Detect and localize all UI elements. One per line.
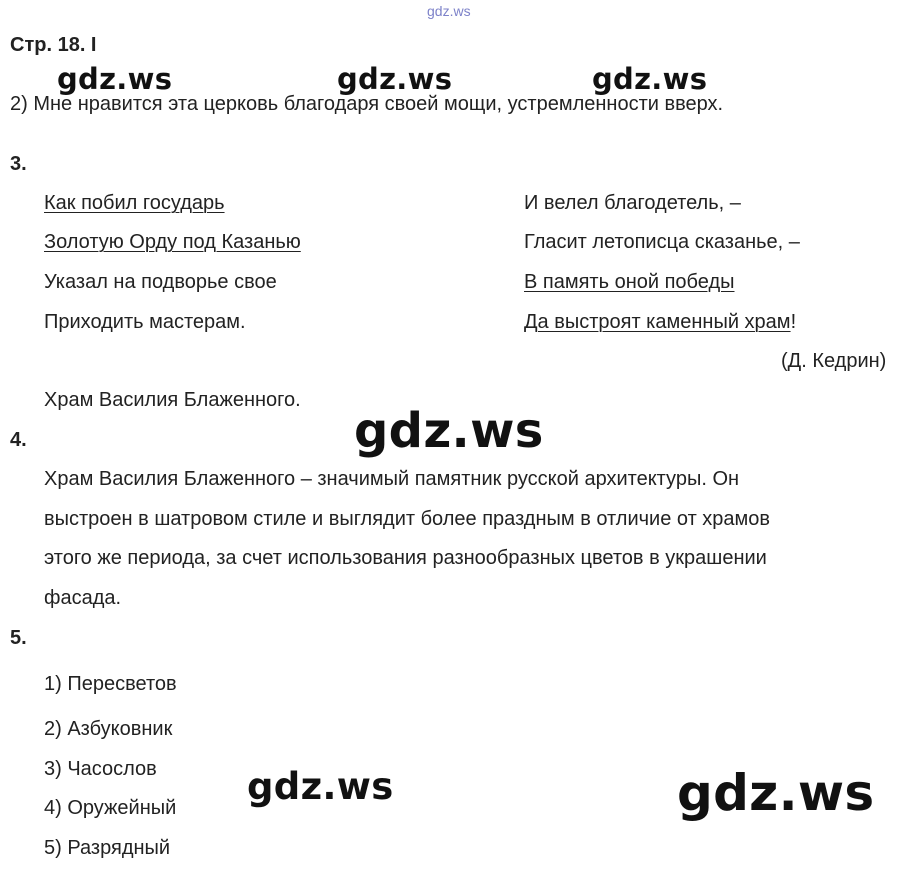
watermark-1: gdz.ws	[57, 62, 173, 96]
watermark-3: gdz.ws	[592, 62, 708, 96]
task5-item-1: 1) Пересветов	[44, 673, 177, 695]
watermark-bottom-left: gdz.ws	[247, 765, 394, 808]
poem-author: (Д. Кедрин)	[781, 350, 887, 372]
poem-right-line-4-punct: !	[790, 311, 797, 333]
watermark-bottom-right: gdz.ws	[677, 764, 875, 822]
task5-item-3: 3) Часослов	[44, 758, 157, 780]
task5-item-2: 2) Азбуковник	[44, 718, 173, 740]
watermark-middle: gdz.ws	[354, 403, 544, 459]
top-watermark: gdz.ws	[427, 3, 471, 19]
task5-number: 5.	[10, 627, 27, 649]
poem-right-line-4	[524, 310, 796, 334]
poem-left-line-4: Приходить мастерам.	[44, 311, 246, 333]
page-header: Стр. 18. І	[10, 34, 97, 56]
poem-left-line-2: Золотую Орду под Казанью	[44, 231, 301, 253]
poem-right-line-1: И велел благодетель, –	[524, 192, 741, 214]
task4-line-1: Храм Василия Блаженного – значимый памятник русской архитектуры. Он	[44, 468, 740, 490]
poem-right-line-2: Гласит летописца сказанье, –	[524, 231, 800, 253]
task4-number: 4.	[10, 429, 27, 451]
poem-right-line-3: В память оной победы	[524, 271, 735, 293]
task3-answer: Храм Василия Блаженного.	[44, 389, 301, 411]
poem-left-line-1: Как побил государь	[44, 192, 225, 214]
task5-item-4: 4) Оружейный	[44, 797, 177, 819]
poem-left-line-3: Указал на подворье свое	[44, 271, 277, 293]
poem-right-line-4-text: Да выстроят каменный храм	[524, 311, 791, 333]
task2-answer: 2) Мне нравится эта церковь благодаря своей мощи, устремленности вверх.	[10, 93, 724, 115]
task4-line-4: фасада.	[44, 587, 122, 609]
watermark-2: gdz.ws	[337, 62, 453, 96]
task5-item-5: 5) Разрядный	[44, 837, 171, 859]
task4-line-2: выстроен в шатровом стиле и выглядит более праздным в отличие от храмов	[44, 508, 771, 530]
task3-number: 3.	[10, 153, 27, 175]
task4-line-3: этого же периода, за счет использования разнообразных цветов в украшении	[44, 547, 767, 569]
